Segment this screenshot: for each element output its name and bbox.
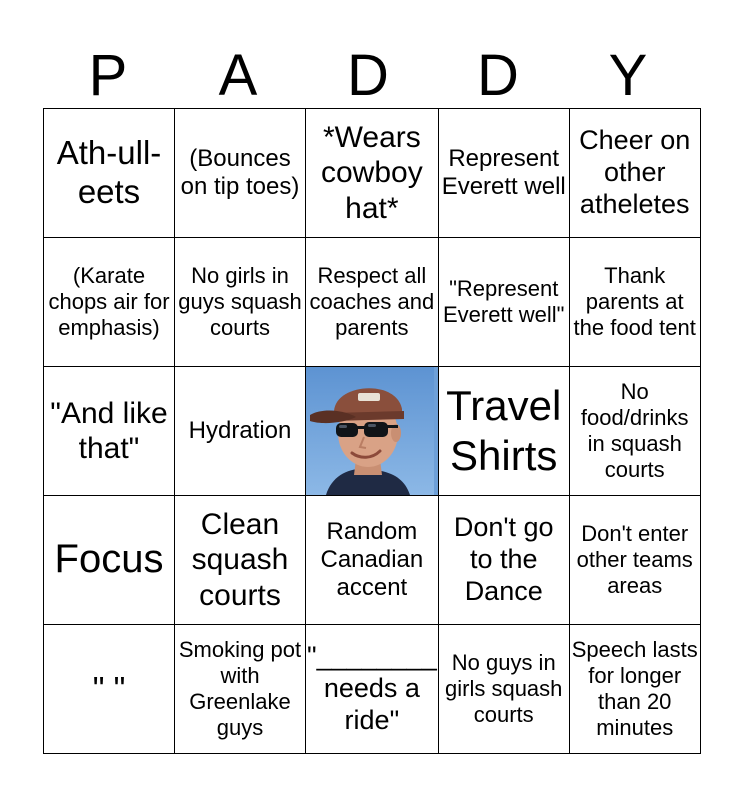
bingo-square[interactable]: No guys in girls squash courts: [438, 625, 569, 754]
bingo-square[interactable]: (Bounces on tip toes): [175, 109, 306, 238]
board-row-4: [44, 496, 701, 625]
bingo-square[interactable]: Hydration: [175, 367, 306, 496]
bingo-square[interactable]: "Represent Everett well": [438, 238, 569, 367]
bingo-square[interactable]: "And like that": [44, 367, 175, 496]
bingo-square[interactable]: Speech lasts for longer than 20 minutes: [569, 625, 700, 754]
bingo-square[interactable]: "________ needs a ride": [306, 625, 439, 754]
bingo-square[interactable]: Don't go to the Dance: [438, 496, 569, 625]
bingo-square[interactable]: (Karate chops air for emphasis): [44, 238, 175, 367]
bingo-square[interactable]: Random Canadian accent: [306, 496, 439, 625]
man-in-cap-and-sunglasses-photo: [306, 367, 434, 495]
board-row-2: [44, 238, 701, 367]
bingo-square[interactable]: Cheer on other atheletes: [569, 109, 700, 238]
bingo-square[interactable]: *Wears cowboy hat*: [306, 109, 439, 238]
bingo-square[interactable]: Smoking pot with Greenlake guys: [175, 625, 306, 754]
header-letter-d: D: [347, 43, 389, 108]
board-row-5: [44, 625, 701, 754]
bingo-board: [43, 108, 701, 754]
board-row-1: [44, 109, 701, 238]
free-space-photo[interactable]: [306, 367, 439, 496]
bingo-square[interactable]: Focus: [44, 496, 175, 625]
header-letter-a: A: [218, 43, 258, 108]
header-letter-y: Y: [608, 43, 648, 108]
bingo-square[interactable]: Ath-ull-eets: [44, 109, 175, 238]
bingo-square[interactable]: Clean squash courts: [175, 496, 306, 625]
bingo-square[interactable]: Represent Everett well: [438, 109, 569, 238]
header-letter-d-second: D: [477, 43, 519, 108]
bingo-square[interactable]: Respect all coaches and parents: [306, 238, 439, 367]
bingo-square[interactable]: No girls in guys squash courts: [175, 238, 306, 367]
bingo-square[interactable]: Travel Shirts: [438, 367, 569, 496]
bingo-header: [43, 44, 693, 108]
bingo-square[interactable]: Thank parents at the food tent: [569, 238, 700, 367]
board-row-3: [44, 367, 701, 496]
bingo-square[interactable]: " ": [44, 625, 175, 754]
bingo-square[interactable]: Don't enter other teams areas: [569, 496, 700, 625]
bingo-square[interactable]: No food/drinks in squash courts: [569, 367, 700, 496]
header-letter-p: P: [88, 43, 128, 108]
